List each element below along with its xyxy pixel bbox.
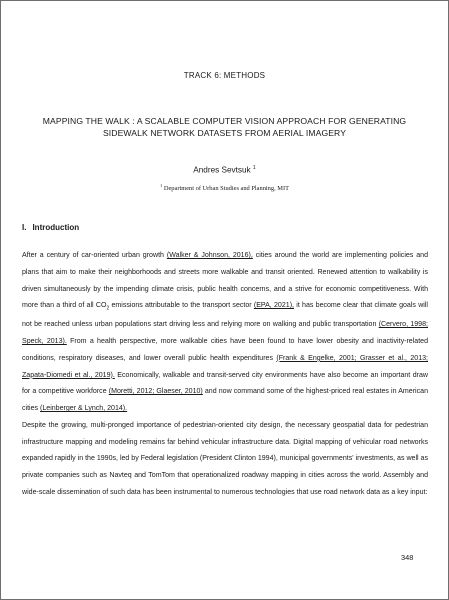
citation-walker-johnson[interactable]: (Walker & Johnson, 2016), [166,252,253,259]
citation-moretti-glaeser[interactable]: (Moretti, 2012; Glaeser, 2010) [108,388,203,396]
author-line [1,165,448,175]
affiliation-text: Department of Urban Studies and Planning, MIT [163,185,289,193]
section-heading [22,223,79,232]
co2-subscript: 2 [106,305,110,312]
affiliation-line [1,183,448,192]
paper-page [1,1,448,599]
p1-text-5: From a health perspective, more walkable cities have been found to have lower obesity and inactivity-related conditions, respiratory diseases, and lower overall public health expenditures [22,338,429,362]
section-title: Introduction [32,223,80,232]
page-number: 348 [401,553,414,562]
paper-title [21,115,428,139]
track-label: TRACK 6: METHODS [183,71,266,80]
p1-text-1: After a century of car-oriented urban growth [22,252,167,259]
citation-frank-grasser-zapata[interactable]: (Frank & Engelke, 2001; Grasser et al., 2013; Zapata-Diomedi et al., 2019). [22,354,429,379]
p1-text-2: cities around the world are implementing policies and plans that aim to make their neighborhoods and streets more walkable and transit oriented. Renewed attention to walkability is driven simultaneously by the impending climate crisis, public health concerns, and a strive for economic competitiveness. With more than a third of all CO [22,252,428,310]
citation-cervero-speck[interactable]: (Cervero, 1998; Speck, 2013). [22,321,428,346]
body-text [22,248,428,502]
p1-text-7: and now command some of the highest-priced real estates in American cities [22,388,428,413]
p1-text-3: emissions attributable to the transport sector [109,302,254,310]
citation-epa[interactable]: (EPA, 2021), [253,302,294,310]
paper-title-line-2: SIDEWALK NETWORK DATASETS FROM AERIAL IMAGERY [102,128,347,138]
paragraph-2: Despite the growing, multi-pronged importance of pedestrian-oriented city design, the necessary geospatial data for pedestrian infrastructure mapping and modeling remains far behind vehicular infrastructure data. Digital mapping of vehicular road networks expanded rapidly in the 1990s, led by Federal legislation (President Clinton 1994), municipal governments' investments, as well as private companies such as Navteq and TomTom that operationalized roadway mapping in cities across the world. Assembly and wide-scale dissemination of such data has been instrumental to numerous technologies that use road network data as a key input: [22,421,428,496]
affiliation-footnote-mark: 1 [160,183,163,188]
section-number: I. [22,223,27,232]
author-name: Andres Sevtsuk [193,165,251,175]
paper-title-line-1: MAPPING THE WALK : A SCALABLE COMPUTER VISION APPROACH FOR GENERATING [42,116,407,126]
p1-text-6: Economically, walkable and transit-served city environments have also become an important draw for a competitive workforce [22,371,428,396]
author-footnote-mark: 1 [252,165,256,171]
p1-text-4: it has become clear that climate goals will not be reached unless urban populations start driving less and relying more on walking and public transportation [22,302,428,329]
paragraph-1 [22,248,428,418]
citation-leinberger-lynch[interactable]: (Leinberger & Lynch, 2014). [40,405,128,413]
